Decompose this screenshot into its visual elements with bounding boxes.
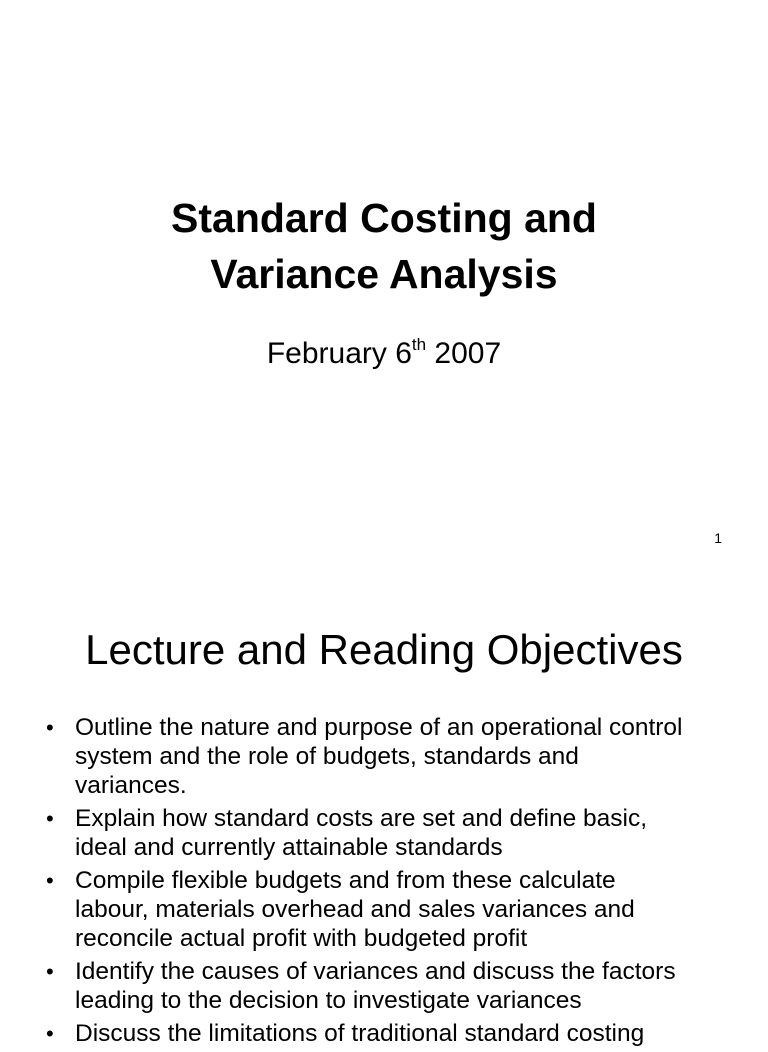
- objective-line: system and the role of budgets, standards and: [75, 743, 579, 770]
- objectives-slide: [0, 576, 768, 1047]
- objective-item: [46, 804, 736, 862]
- objective-line: Explain how standard costs are set and define basic,: [75, 805, 648, 832]
- objective-line: Outline the nature and purpose of an operational control: [75, 714, 683, 741]
- objective-line: reconcile actual profit with budgeted profit: [75, 925, 528, 952]
- date-ordinal-suffix: th: [411, 335, 427, 354]
- objective-line: Identify the causes of variances and discuss the factors: [75, 958, 676, 985]
- bullet-icon: •: [46, 868, 54, 893]
- bullet-icon: •: [46, 715, 54, 740]
- slide-date: [0, 334, 768, 374]
- title-line-1: Standard Costing and: [171, 195, 597, 241]
- objectives-heading: Lecture and Reading Objectives: [85, 626, 683, 673]
- objective-item: [46, 866, 736, 953]
- date-main: February 6: [266, 337, 412, 370]
- slide-title: [0, 190, 768, 302]
- objective-line: Discuss the limitations of traditional standard costing: [75, 1020, 645, 1047]
- objective-line: leading to the decision to investigate variances: [75, 987, 582, 1014]
- objective-item: [46, 957, 736, 1015]
- objective-item: [46, 713, 736, 800]
- objective-line: variances.: [75, 772, 187, 799]
- objective-item: [46, 1019, 736, 1048]
- objective-line: labour, materials overhead and sales variances and: [75, 896, 635, 923]
- date-year: 2007: [426, 337, 502, 370]
- bullet-icon: •: [46, 959, 54, 984]
- bullet-icon: •: [46, 1021, 54, 1046]
- title-line-2: Variance Analysis: [210, 251, 558, 297]
- slide-page-number: 1: [714, 530, 722, 546]
- objective-line: Compile flexible budgets and from these calculate: [75, 867, 616, 894]
- objectives-list: [46, 713, 736, 1052]
- objective-line: ideal and currently attainable standards: [75, 834, 503, 861]
- bullet-icon: •: [46, 806, 54, 831]
